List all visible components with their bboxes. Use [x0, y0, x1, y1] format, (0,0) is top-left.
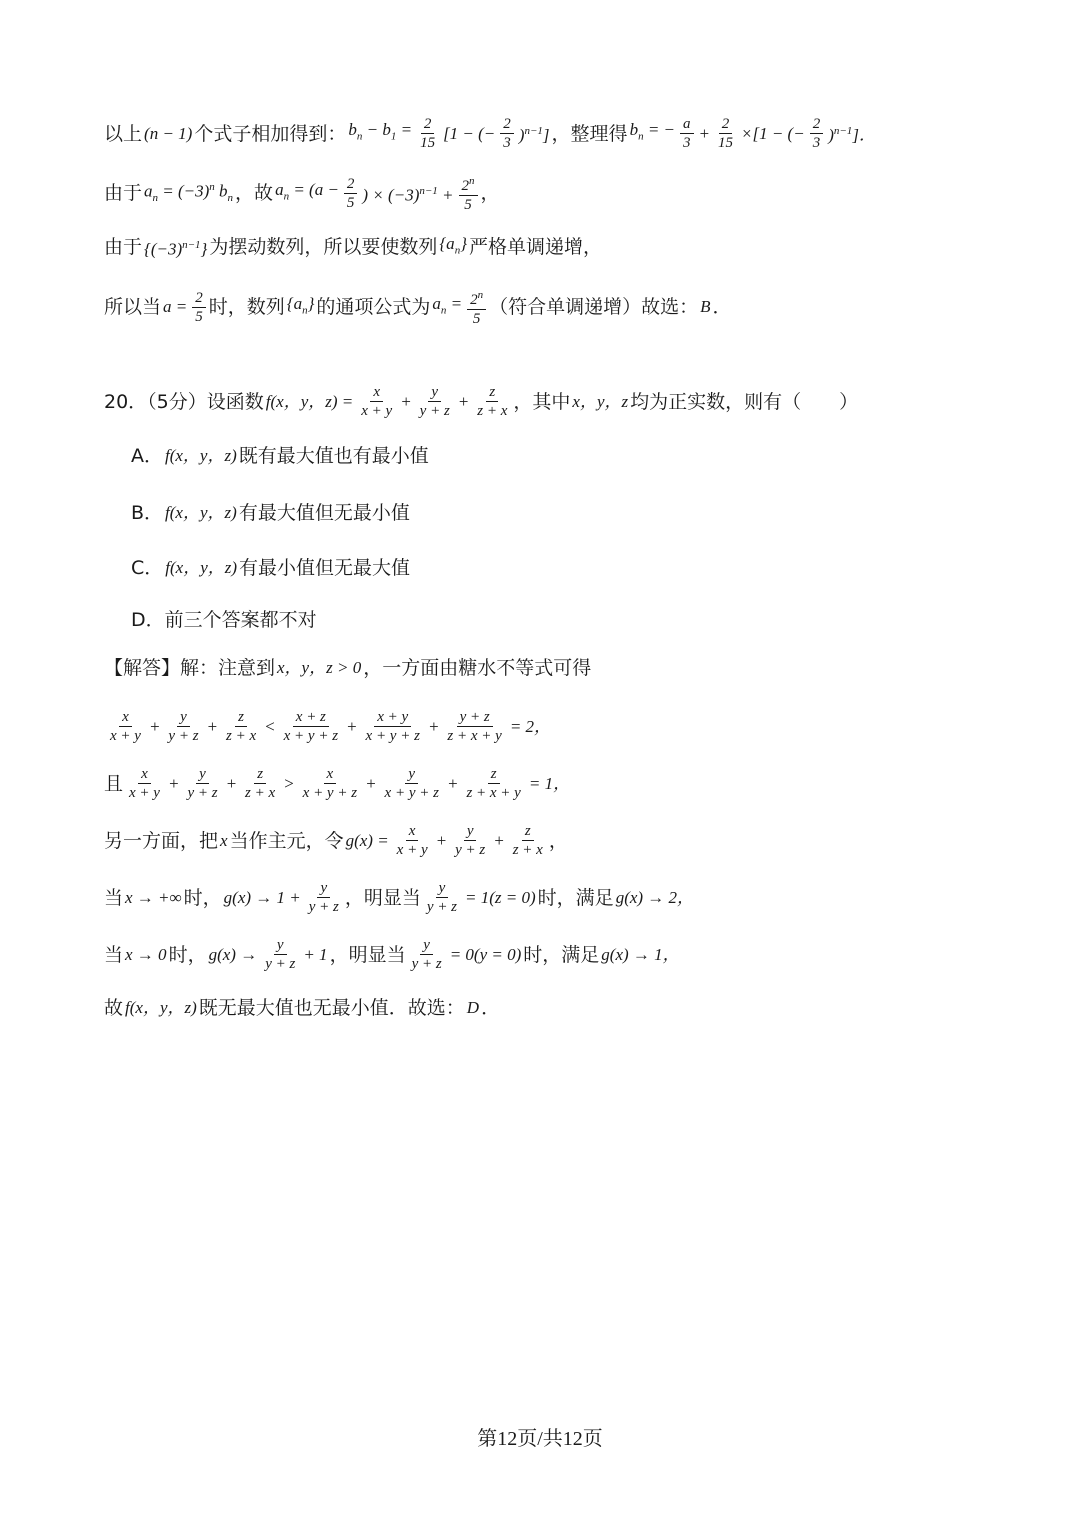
text: 当: [104, 943, 124, 966]
solution-line-5: 当 x → +∞ 时， g(x) → 1 + $\frac{y}{y + z}$ ，明显当 $\frac{y}{y + z}$ = 1(z = 0) 时，满足 g(x) → 2，: [104, 880, 695, 915]
text: ，明显当: [344, 886, 421, 909]
formula: x，y，z: [572, 391, 629, 411]
fraction: $\frac{x + y}{x + y + z}$: [365, 709, 420, 744]
formula: f(x，y，z) =: [265, 391, 354, 411]
fraction: $\frac{z}{z + x}$: [226, 709, 257, 744]
option-label: B．: [131, 502, 164, 524]
fraction: $\frac{2}{3}$: [500, 115, 514, 152]
fraction: $\frac{x}{x + y + z}$: [302, 766, 358, 801]
text: 以上: [104, 122, 143, 145]
question-20-stem: 20．（5分）设函数 f(x，y，z) = $\frac{x}{x + y}$ + $\frac{y}{y + z}$ + $\frac{z}{z + x}$ ，其中 x，y，z 均为正实数，则有（ ）: [104, 384, 859, 419]
question-number: 20．（5分）设函数: [104, 390, 264, 413]
text: 时，: [183, 886, 222, 909]
fraction: $\frac{2}{5}$: [192, 289, 206, 326]
formula: (n − 1): [144, 123, 193, 143]
fraction: $\frac{y}{y + z}$: [411, 937, 442, 972]
formula: f(x，y，z): [165, 446, 237, 465]
text: 个式子相加得到：: [194, 122, 347, 145]
text: 整理得: [570, 122, 628, 145]
fraction: $\frac{a}{3}$: [680, 115, 694, 152]
fraction: $\frac{z}{z + x + y}$: [466, 766, 521, 801]
derivation-line-2: 由于 $a_n = (-3)^n$ $b_n$ ， 故 $a_n = (a$ − $\frac{2}{5}$ ) × $(-3)^{n-1}$ + $\frac{2^n}{5}$ ，: [104, 172, 500, 214]
solution-line-1: [104, 653, 591, 683]
text: 另一方面，把: [104, 829, 219, 852]
formula: [1 − (−: [443, 123, 496, 143]
answer: B: [700, 297, 711, 316]
option-label: C．: [131, 557, 164, 579]
fraction: $\frac{x}{x + y}$: [110, 709, 141, 744]
formula: $b_n$ = −: [629, 120, 676, 143]
text: 由于: [104, 182, 143, 204]
solution-line-7: 故 f(x，y，z) 既无最大值也无最小值．故选： D ．: [104, 993, 500, 1023]
fraction: $\frac{x}{x + y}$: [396, 823, 428, 858]
option-text: 有最大值但无最小值: [238, 502, 410, 524]
solution-line-4: 另一方面，把 x 当作主元，令 g(x) = $\frac{x}{x + y}$ + $\frac{y}{y + z}$ + $\frac{z}{z + x}$ ，: [104, 823, 568, 858]
formula: a =: [163, 297, 188, 316]
fraction: $\frac{x}{x + y}$: [361, 384, 393, 419]
text: 为摆动数列，所以要使数列: [209, 236, 438, 259]
fraction: $\frac{y + z}{z + x + y}$: [447, 709, 502, 744]
text: 当: [104, 886, 124, 909]
fraction: $\frac{x + z}{x + y + z}$: [283, 709, 339, 744]
text: 时，满足: [537, 886, 614, 909]
option-d: [131, 605, 317, 635]
page-footer: 第12页/共12页: [477, 1428, 603, 1450]
option-text: 有最小值但无最大值: [239, 557, 411, 579]
solution-line-6: 当 x → 0 时， g(x) → $\frac{y}{y + z}$ + 1 ，明显当 $\frac{y}{y + z}$ = 0(y = 0) 时，满足 g(x) → 1，: [104, 937, 680, 972]
option-a: [131, 441, 429, 471]
formula: $\{a_n\}$: [439, 234, 467, 257]
fraction: $\frac{y}{y + z}$: [187, 766, 218, 801]
text: （符合单调递增）故选：: [489, 296, 699, 318]
text: ，其中: [513, 390, 571, 413]
text: 故: [104, 997, 124, 1019]
fraction: $\frac{y}{y + z}$: [419, 384, 450, 419]
option-text: 前三个答案都不对: [164, 609, 317, 631]
solution-line-3: 且 $\frac{x}{x + y}$ + $\frac{y}{y + z}$ + $\frac{z}{z + x}$ > $\frac{x}{x + y + z}$ + $\frac{y}{x + y + z}$ + $\frac{z}{z + x + y}$ = 1，: [104, 766, 571, 801]
text: 由于: [104, 236, 143, 259]
fraction: $\frac{y}{y + z}$: [308, 880, 339, 915]
derivation-line-4: 所以当 a = $\frac{2}{5}$ 时，数列 $\{a_n\}$ 的通项公式为 $a_n$ = $\frac{2^n}{5}$ （符合单调递增）故选： B ．: [104, 286, 732, 328]
text: 【解答】解：注意到: [104, 657, 276, 679]
text: 故: [254, 182, 274, 204]
fraction: $\frac{z}{z + x}$: [245, 766, 276, 801]
fraction: $\frac{x}{x + y}$: [129, 766, 160, 801]
fraction: $\frac{y}{y + z}$: [426, 880, 458, 915]
formula: $a_n = (-3)^n$ $b_n$: [144, 181, 234, 205]
option-label: A．: [131, 445, 163, 467]
derivation-line-1: 以上 (n − 1) 个式子相加得到： $b_n - b_1$ = $\frac{2}{15}$ [1 − (− $\frac{2}{3}$ )$^{n-1}$] ， 整理得 $b_n$ = − $\frac{a}{3}$ + $\frac{2}{15}$ ×[1 − (− $\frac{2}{3}$ )$^{n-1}$]．: [104, 116, 876, 151]
option-text: 既有最大值也有最小值: [238, 445, 429, 467]
formula: $a_n = (a$ −: [275, 179, 339, 203]
text: 均为正实数，则有（ ）: [630, 390, 859, 413]
text: 时，数列: [208, 296, 285, 318]
text: 且: [104, 772, 124, 795]
fraction: $\frac{2}{15}$: [420, 116, 436, 151]
option-c: [131, 553, 410, 583]
fraction: $\frac{z}{z + x}$: [512, 823, 543, 858]
fraction: $\frac{y}{y + z}$: [168, 709, 199, 744]
text: 既无最大值也无最小值．故选：: [198, 997, 465, 1019]
fraction: $\frac{y}{x + y + z}$: [384, 766, 439, 801]
option-b: [131, 498, 410, 528]
fraction: $\frac{y}{y + z}$: [455, 823, 486, 858]
formula: $\{(-3)^{n-1}\}$: [144, 238, 208, 259]
formula: $a_n$ =: [432, 293, 463, 317]
fraction: $\frac{y}{y + z}$: [265, 937, 296, 972]
formula: f(x，y，z): [165, 558, 238, 577]
formula: $\{a_n\}$: [286, 293, 315, 317]
option-label: D．: [131, 609, 165, 631]
text: 所以当: [104, 296, 162, 318]
solution-line-2: $\frac{x}{x + y}$ + $\frac{y}{y + z}$ + $\frac{z}{z + x}$ < $\frac{x + z}{x + y + z}$ + $\frac{x + y}{x + y + z}$ + $\frac{y + z}{z + x + y}$ = 2，: [104, 708, 553, 745]
fraction: $\frac{2^n}{5}$: [459, 172, 478, 214]
formula: f(x，y，z): [165, 503, 237, 522]
formula: x，y，z > 0: [277, 658, 362, 677]
text: 严格单调递增，: [469, 236, 603, 259]
text: 的通项公式为: [316, 296, 431, 318]
formula: )$^{n-1}$]: [518, 125, 550, 145]
derivation-line-3: [104, 229, 602, 265]
text: ，一方面由糖水不等式可得: [363, 657, 592, 679]
text: 时，满足: [523, 943, 600, 966]
formula: $b_n - b_1$ =: [348, 120, 413, 143]
fraction: $\frac{2^n}{5}$: [467, 286, 486, 328]
fraction: $\frac{2}{15}$: [718, 116, 733, 151]
text: 时，: [168, 943, 207, 966]
fraction: $\frac{2}{3}$: [810, 115, 824, 152]
fraction: $\frac{2}{5}$: [344, 175, 358, 212]
text: 当作主元，令: [229, 829, 344, 852]
answer: D: [466, 998, 480, 1017]
fraction: $\frac{z}{z + x}$: [477, 384, 508, 419]
text: ，明显当: [329, 943, 406, 966]
